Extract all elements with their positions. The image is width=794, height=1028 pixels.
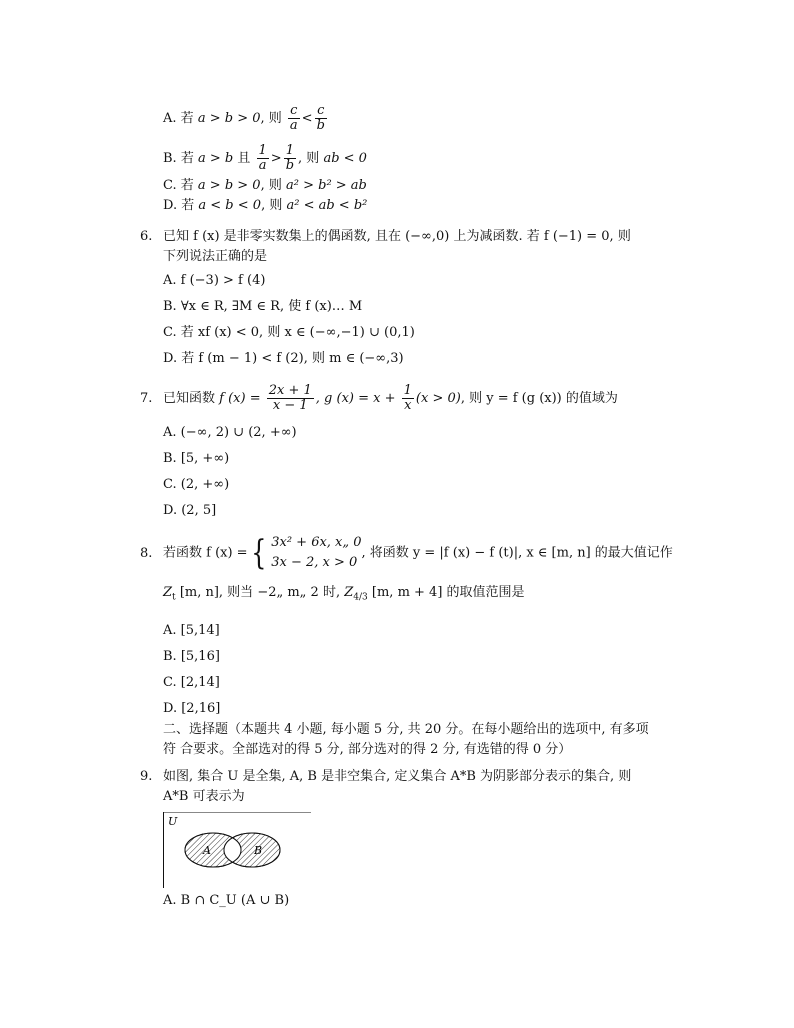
fraction-1-over-x: $\frac{1}{x}$: [403, 383, 412, 413]
q9-stem-line2: A*B 可表示为: [163, 789, 245, 804]
q6-option-b: B. ∀x ∈ R, ∃M ∈ R, 使 f (x)… M: [163, 299, 363, 314]
q6-number: 6.: [140, 229, 153, 244]
q6-option-c: C. 若 xf (x) < 0, 则 x ∈ (−∞,−1) ∪ (0,1): [163, 325, 415, 340]
q5-option-d: D. 若 a < b < 0, 则 a² < ab < b²: [163, 198, 368, 213]
piecewise-brace: {: [250, 533, 266, 573]
q9-option-a: A. B ∩ C_U (A ∪ B): [163, 893, 290, 908]
venn-label-u: U: [168, 815, 178, 828]
q5-option-b: B. 若 a > b 且 $\frac{1}{a}$ > $\frac{1}{b}$ , 则 ab < 0: [163, 143, 367, 173]
venn-diagram: [163, 812, 313, 892]
venn-label-b: B: [254, 844, 263, 857]
q7-option-a: A. (−∞, 2) ∪ (2, +∞): [163, 425, 297, 440]
fraction-1-over-a: $\frac{1}{a}$: [258, 143, 267, 173]
fraction-f-definition: $\frac{2x + 1}{x - 1}$: [268, 383, 312, 413]
q9-number: 9.: [140, 769, 153, 784]
q8-stem-line2: $Z_t$ [m, n], 则当 −2„ m„ 2 时, $Z_{4/3}$ [m, m + 4] 的取值范围是: [163, 585, 525, 603]
q7-option-b: B. [5, +∞): [163, 451, 230, 466]
venn-label-a: A: [203, 844, 211, 857]
section2-line2: 符 合要求。全部选对的得 5 分, 部分选对的得 2 分, 有选错的得 0 分）: [163, 742, 572, 757]
q6-option-d: D. 若 f (m − 1) < f (2), 则 m ∈ (−∞,3): [163, 351, 404, 366]
fraction-c-over-b: $\frac{c}{b}$: [316, 103, 325, 133]
q8-option-b: B. [5,16]: [163, 649, 220, 664]
q6-stem-line1: 已知 f (x) 是非零实数集上的偶函数, 且在 (−∞,0) 上为减函数. 若 f (−1) = 0, 则: [163, 229, 631, 244]
q8-option-d: D. [2,16]: [163, 701, 221, 716]
piecewise-cases: 3x² + 6x, x„ 0 3x − 2, x > 0: [271, 535, 362, 570]
q7-number: 7.: [140, 391, 153, 406]
q8-stem-line1: 若函数 f (x) ={ 3x² + 6x, x„ 0 3x − 2, x > 0 , 将函数 y = |f (x) − f (t)|, x ∈ [m, n] 的最大值记作: [163, 533, 673, 573]
fraction-1-over-b: $\frac{1}{b}$: [285, 143, 295, 173]
q9-stem-line1: 如图, 集合 U 是全集, A, B 是非空集合, 定义集合 A*B 为阴影部分表示的集合, 则: [163, 769, 632, 784]
q8-number: 8.: [140, 546, 153, 561]
q8-option-a: A. [5,14]: [163, 623, 220, 638]
q8-option-c: C. [2,14]: [163, 675, 220, 690]
q6-stem-line2: 下列说法正确的是: [163, 249, 268, 264]
q5-option-a: A. 若 a > b > 0, 则 $\frac{c}{a}$ < $\frac{c}{b}$: [163, 103, 325, 133]
fraction-c-over-a: $\frac{c}{a}$: [289, 103, 298, 133]
q6-option-a: A. f (−3) > f (4): [163, 273, 266, 288]
q5-option-c: C. 若 a > b > 0, 则 a² > b² > ab: [163, 178, 367, 193]
section2-line1: 二、选择题（本题共 4 小题, 每小题 5 分, 共 20 分。在每小题给出的选项中, 有多项: [163, 722, 649, 737]
q7-option-d: D. (2, 5]: [163, 503, 217, 518]
q7-stem: 已知函数 f (x) = $\frac{2x + 1}{x - 1}$ , g (x) = x + $\frac{1}{x}$ (x > 0), 则 y = f (g (x)) 的值域为: [163, 383, 618, 413]
q7-option-c: C. (2, +∞): [163, 477, 230, 492]
